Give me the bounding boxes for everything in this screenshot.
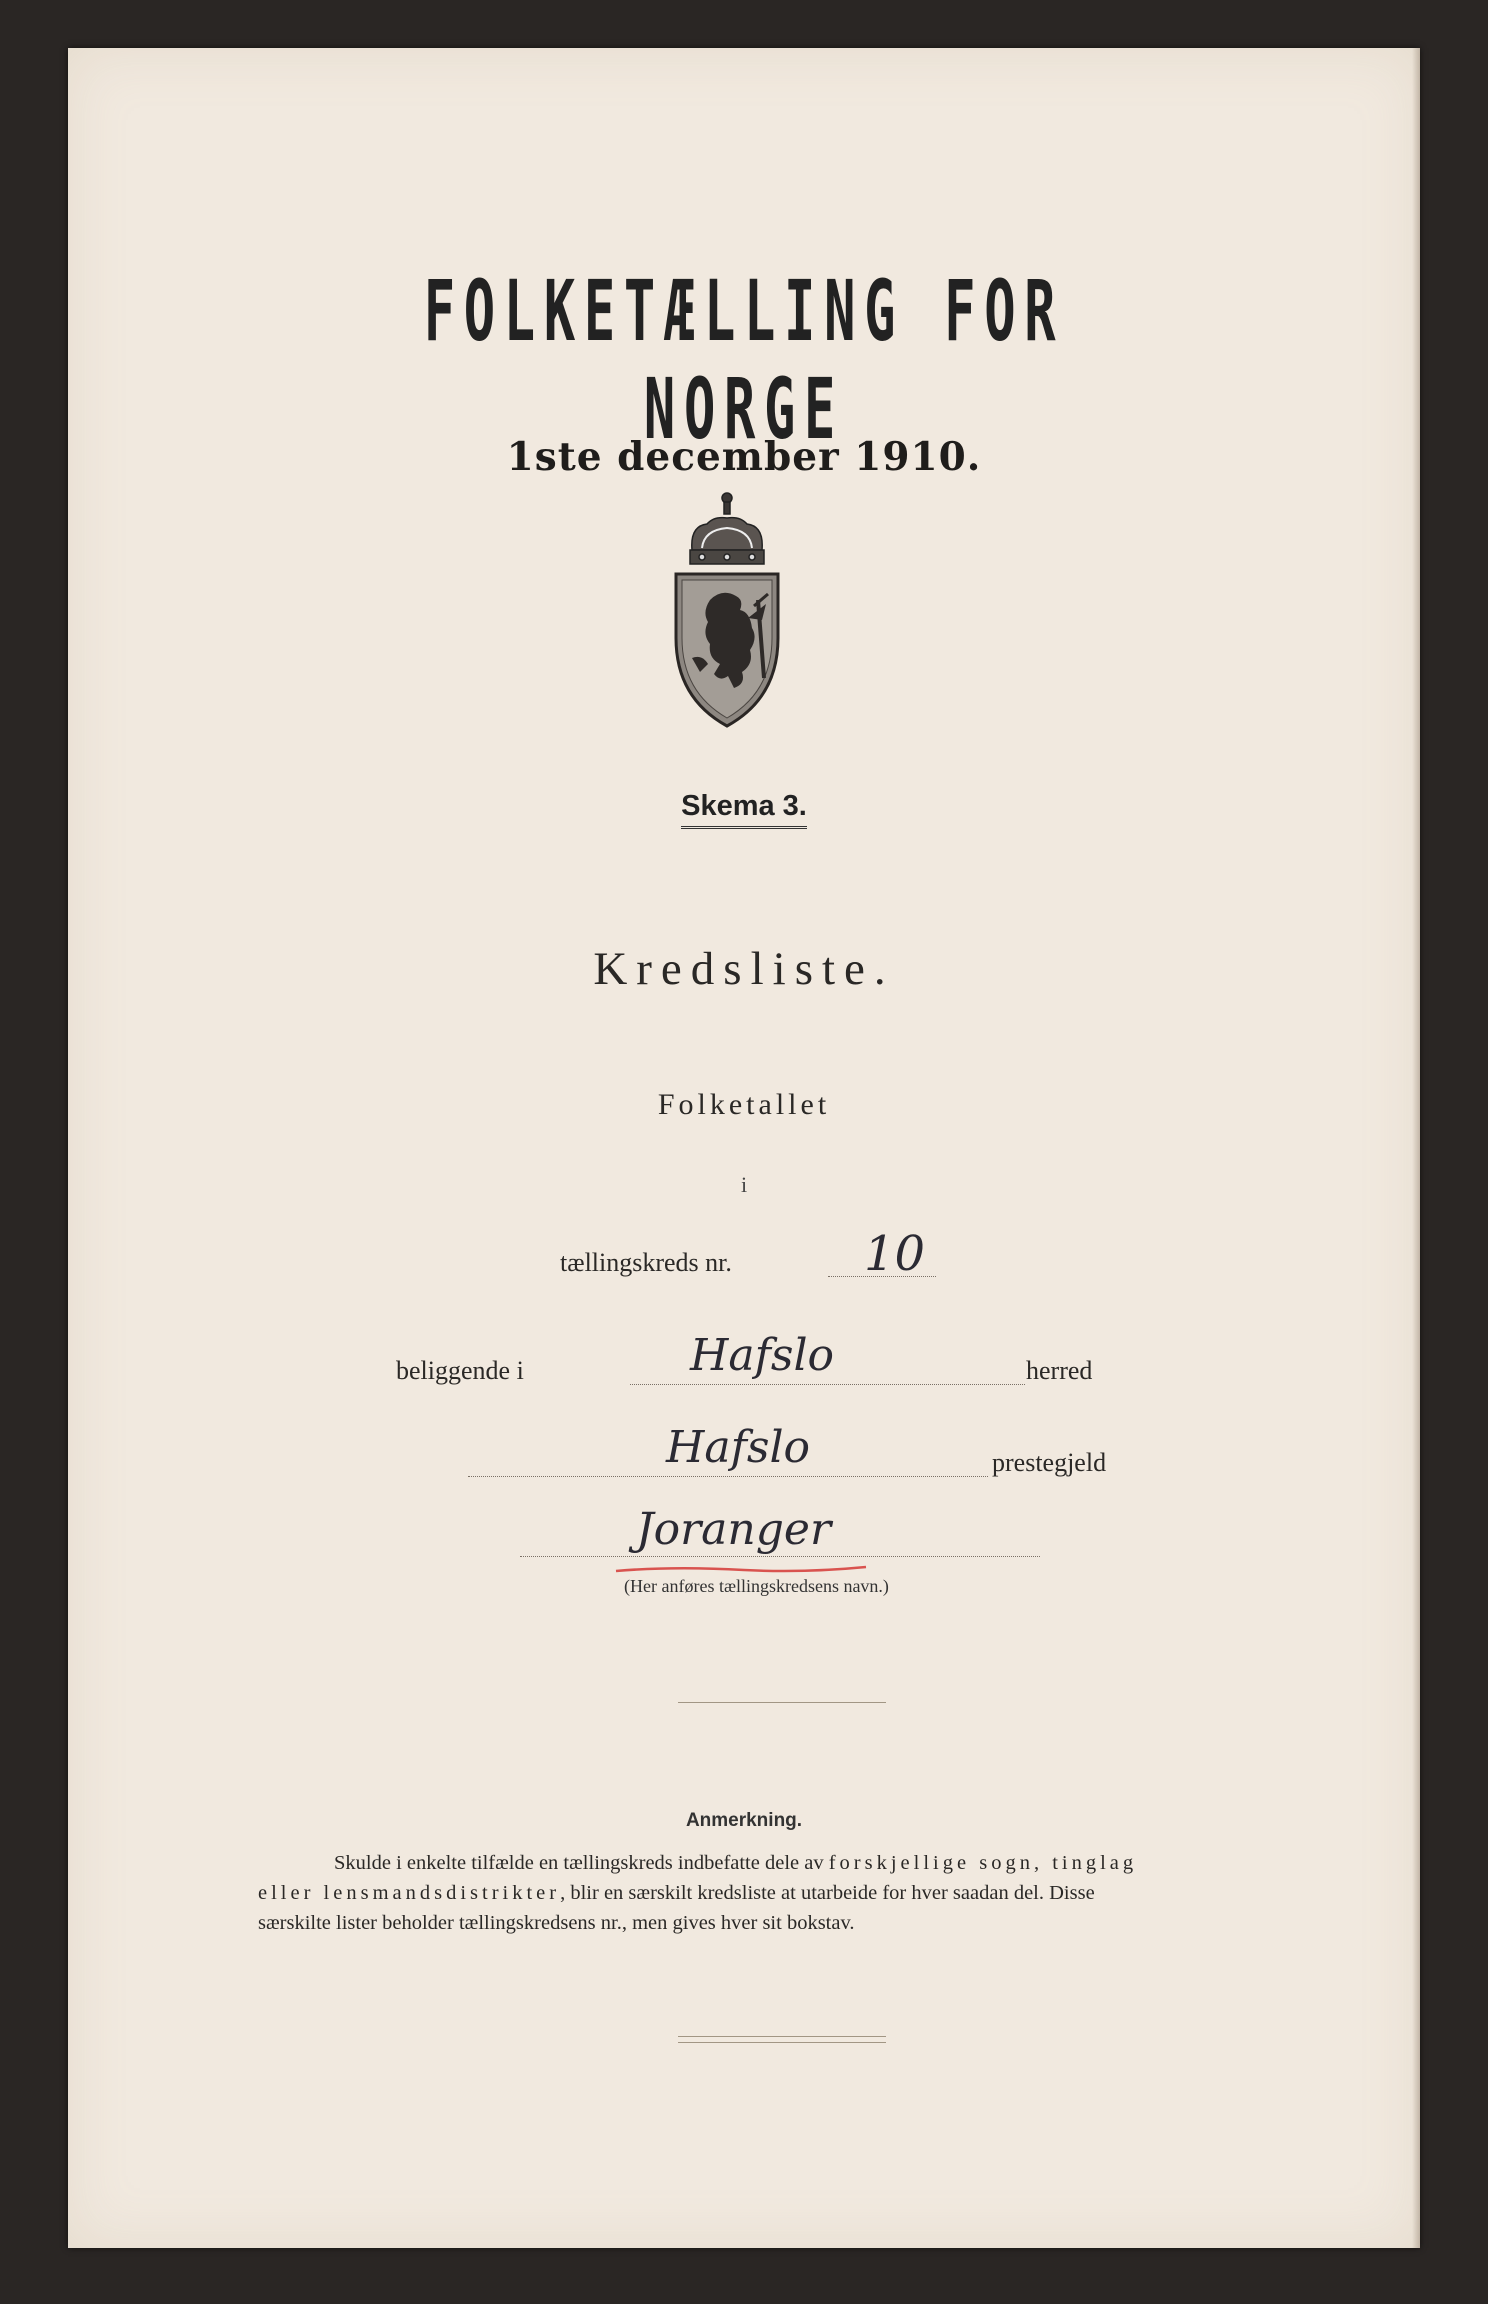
district-name-value[interactable]: Joranger [636, 1504, 831, 1555]
schema-text: Skema 3. [681, 790, 807, 829]
form-name: Kredsliste. [593, 943, 895, 995]
herred-label: herred [1026, 1356, 1093, 1385]
district-number-label: tællingskreds nr. [560, 1248, 732, 1277]
double-rule-top [678, 2036, 886, 2037]
prestegjeld-dotted-line [468, 1476, 988, 1477]
double-rule-bottom [678, 2042, 886, 2043]
note-line-1-text: Skulde i enkelte tilfælde en tællingskreds indbefatte dele av [334, 1852, 829, 1874]
red-pencil-underline [614, 1562, 868, 1576]
herred-dotted-line [630, 1384, 1025, 1385]
coat-of-arms-icon [662, 488, 792, 732]
located-in-label: beliggende i [396, 1356, 524, 1385]
district-name-note: (Her anføres tællingskredsens navn.) [624, 1576, 889, 1596]
form-date: 1ste december 1910. [506, 434, 982, 480]
note-line-3: særskilte lister beholder tællingskredsens nr., men gives hver sit bokstav. [258, 1912, 855, 1934]
note-line-1 [258, 1848, 1298, 1878]
schema-label [68, 790, 1420, 829]
note-body [258, 1848, 1298, 1938]
note-line-2-text: , blir en særskilt kredsliste at utarbeide for hver saadan del. Disse [560, 1882, 1095, 1904]
note-title: Anmerkning. [685, 1810, 803, 1831]
note-line-2-spaced: eller lensmandsdistrikter [258, 1882, 561, 1904]
herred-value[interactable]: Hafslo [690, 1330, 835, 1381]
page-edge-shadow [1412, 48, 1420, 2248]
note-line-2 [258, 1878, 1298, 1908]
preposition-i: i [740, 1172, 748, 1197]
separator-line [678, 1702, 886, 1703]
note-line-1-spaced: forskjellige sogn, tinglag [828, 1852, 1138, 1874]
prestegjeld-label: prestegjeld [992, 1448, 1107, 1477]
census-form-page [68, 48, 1420, 2248]
population-heading: Folketallet [657, 1088, 831, 1121]
form-title: FOLKETÆLLING FOR NORGE [423, 262, 1065, 458]
district-name-dotted-line [520, 1556, 1040, 1557]
district-number-value[interactable]: 10 [864, 1226, 926, 1282]
prestegjeld-value[interactable]: Hafslo [666, 1422, 811, 1473]
